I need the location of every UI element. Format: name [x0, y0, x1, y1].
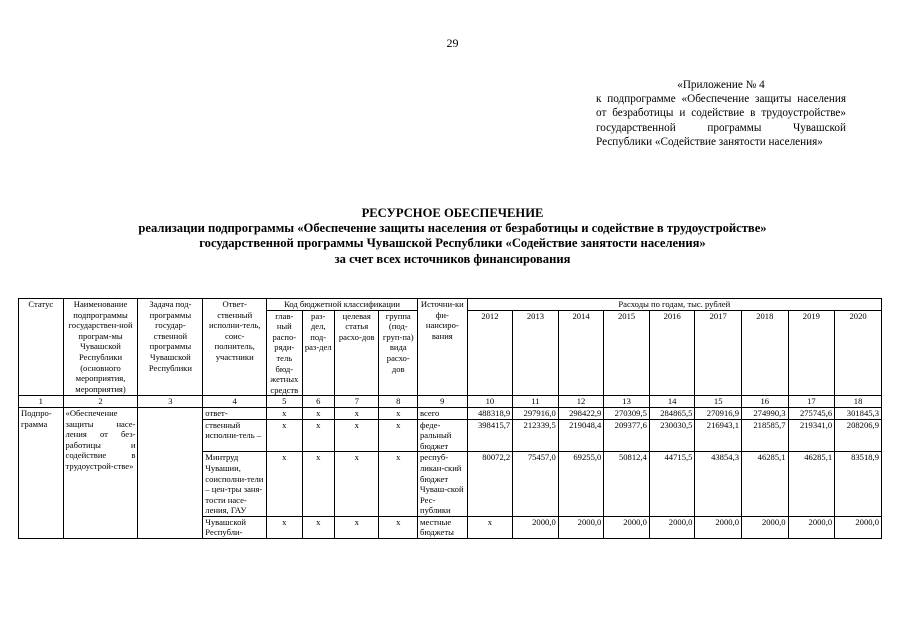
header-name: Наименование подпрограммы государствен-ной програм-мы Чувашской Республики (основного мероприятия, мероприятия)	[63, 299, 138, 396]
bcc-gr-cell: x	[267, 452, 302, 517]
column-number: 18	[835, 396, 882, 408]
bcc-section-cell: x	[302, 419, 334, 452]
value-cell: 83518,9	[835, 452, 882, 517]
executor-cell: ственный исполни-тель –	[203, 419, 267, 452]
column-number: 10	[467, 396, 513, 408]
column-number: 17	[788, 396, 835, 408]
column-number: 2	[63, 396, 138, 408]
bcc-section-cell: x	[302, 407, 334, 419]
appendix-block	[596, 78, 846, 149]
appendix-text: к подпрограмме «Обеспечение защиты населения от безработицы и содействие в трудоустройстве» государственной программы Чувашской Республики «Содействие занятости населения»	[596, 93, 846, 148]
header-year: 2015	[604, 310, 650, 396]
header-bcc-gr: глав-ный распо-ряди-тель бюд-жетных средств	[267, 310, 302, 396]
resource-table	[18, 298, 882, 539]
column-number: 12	[558, 396, 604, 408]
title-line-3: государственной программы Чувашской Республики «Содействие занятости населения»	[199, 236, 706, 251]
value-cell: 398415,7	[467, 419, 513, 452]
value-cell: 2000,0	[742, 516, 789, 538]
column-number: 9	[418, 396, 468, 408]
column-number: 15	[695, 396, 742, 408]
header-status: Статус	[19, 299, 64, 396]
header-year: 2016	[649, 310, 695, 396]
value-cell: 284865,5	[649, 407, 695, 419]
bcc-target-cell: x	[334, 407, 379, 419]
value-cell: x	[467, 516, 513, 538]
column-number: 3	[138, 396, 203, 408]
column-number: 5	[267, 396, 302, 408]
header-bcc-target: целевая статья расхо-дов	[334, 310, 379, 396]
page-number: 29	[446, 36, 459, 50]
column-number: 6	[302, 396, 334, 408]
column-number: 1	[19, 396, 64, 408]
header-executor: Ответ-ственный исполни-тель, соис-полнитель, участники	[203, 299, 267, 396]
value-cell: 209377,6	[604, 419, 650, 452]
header-year: 2017	[695, 310, 742, 396]
value-cell: 301845,3	[835, 407, 882, 419]
source-cell: респуб-ликан-ский бюджет Чуваш-ской Рес-публики	[418, 452, 468, 517]
value-cell: 212339,5	[513, 419, 559, 452]
bcc-gr-cell: x	[267, 407, 302, 419]
bcc-gr-cell: x	[267, 516, 302, 538]
bcc-group-cell: x	[379, 516, 418, 538]
value-cell: 219048,4	[558, 419, 604, 452]
bcc-target-cell: x	[334, 452, 379, 517]
column-number: 16	[742, 396, 789, 408]
task-cell	[138, 407, 203, 538]
value-cell: 46285,1	[742, 452, 789, 517]
value-cell: 43854,3	[695, 452, 742, 517]
header-year: 2019	[788, 310, 835, 396]
appendix-title: «Приложение № 4	[677, 79, 765, 91]
column-number: 8	[379, 396, 418, 408]
value-cell: 270309,5	[604, 407, 650, 419]
column-number: 4	[203, 396, 267, 408]
value-cell: 2000,0	[604, 516, 650, 538]
bcc-target-cell: x	[334, 516, 379, 538]
value-cell: 2000,0	[513, 516, 559, 538]
column-number: 11	[513, 396, 559, 408]
column-number-row	[19, 396, 882, 408]
table-row	[19, 407, 882, 419]
document-title	[0, 206, 905, 267]
header-year: 2018	[742, 310, 789, 396]
title-line-2: реализации подпрограммы «Обеспечение защиты населения от безработицы и содействие в трудоустройстве»	[138, 221, 767, 236]
source-cell: местные бюджеты	[418, 516, 468, 538]
executor-cell: Чувашской Республи-	[203, 516, 267, 538]
bcc-section-cell: x	[302, 516, 334, 538]
title-line-4: за счет всех источников финансирования	[334, 251, 571, 266]
value-cell: 80072,2	[467, 452, 513, 517]
value-cell: 218585,7	[742, 419, 789, 452]
name-cell: «Обеспечение защиты насе-ления от без-работицы и содействие в трудоустрой-стве»	[63, 407, 138, 538]
value-cell: 2000,0	[835, 516, 882, 538]
bcc-group-cell: x	[379, 407, 418, 419]
value-cell: 50812,4	[604, 452, 650, 517]
value-cell: 75457,0	[513, 452, 559, 517]
value-cell: 230030,5	[649, 419, 695, 452]
value-cell: 208206,9	[835, 419, 882, 452]
header-expenses: Расходы по годам, тыс. рублей	[467, 299, 881, 311]
header-year: 2012	[467, 310, 513, 396]
value-cell: 274990,3	[742, 407, 789, 419]
value-cell: 2000,0	[695, 516, 742, 538]
value-cell: 216943,1	[695, 419, 742, 452]
value-cell: 2000,0	[788, 516, 835, 538]
column-number: 14	[649, 396, 695, 408]
value-cell: 219341,0	[788, 419, 835, 452]
bcc-section-cell: x	[302, 452, 334, 517]
source-cell: феде-ральный бюджет	[418, 419, 468, 452]
value-cell: 69255,0	[558, 452, 604, 517]
value-cell: 297916,0	[513, 407, 559, 419]
executor-cell: Минтруд Чувашии, соисполни-тели – цен-тры заня-тости насе-ления, ГАУ	[203, 452, 267, 517]
header-row-1	[19, 299, 882, 311]
bcc-gr-cell: x	[267, 419, 302, 452]
column-number: 7	[334, 396, 379, 408]
value-cell: 44715,5	[649, 452, 695, 517]
value-cell: 488318,9	[467, 407, 513, 419]
value-cell: 298422,9	[558, 407, 604, 419]
header-year: 2013	[513, 310, 559, 396]
bcc-group-cell: x	[379, 419, 418, 452]
column-number: 13	[604, 396, 650, 408]
bcc-target-cell: x	[334, 419, 379, 452]
value-cell: 46285,1	[788, 452, 835, 517]
bcc-group-cell: x	[379, 452, 418, 517]
value-cell: 2000,0	[558, 516, 604, 538]
header-year: 2014	[558, 310, 604, 396]
source-cell: всего	[418, 407, 468, 419]
header-bcc-group: группа (под-груп-па) вида расхо-дов	[379, 310, 418, 396]
header-task: Задача под-программы государ-ственной программы Чувашской Республики	[138, 299, 203, 396]
header-year: 2020	[835, 310, 882, 396]
status-cell: Подпро-грамма	[19, 407, 64, 538]
title-line-1: РЕСУРСНОЕ ОБЕСПЕЧЕНИЕ	[361, 206, 544, 220]
header-source: Источни-ки фи-нансиро-вания	[418, 299, 468, 396]
header-bcc-section: раз-дел, под-раз-дел	[302, 310, 334, 396]
value-cell: 270916,9	[695, 407, 742, 419]
executor-cell: ответ-	[203, 407, 267, 419]
value-cell: 275745,6	[788, 407, 835, 419]
header-bcc: Код бюджетной классификации	[267, 299, 418, 311]
value-cell: 2000,0	[649, 516, 695, 538]
